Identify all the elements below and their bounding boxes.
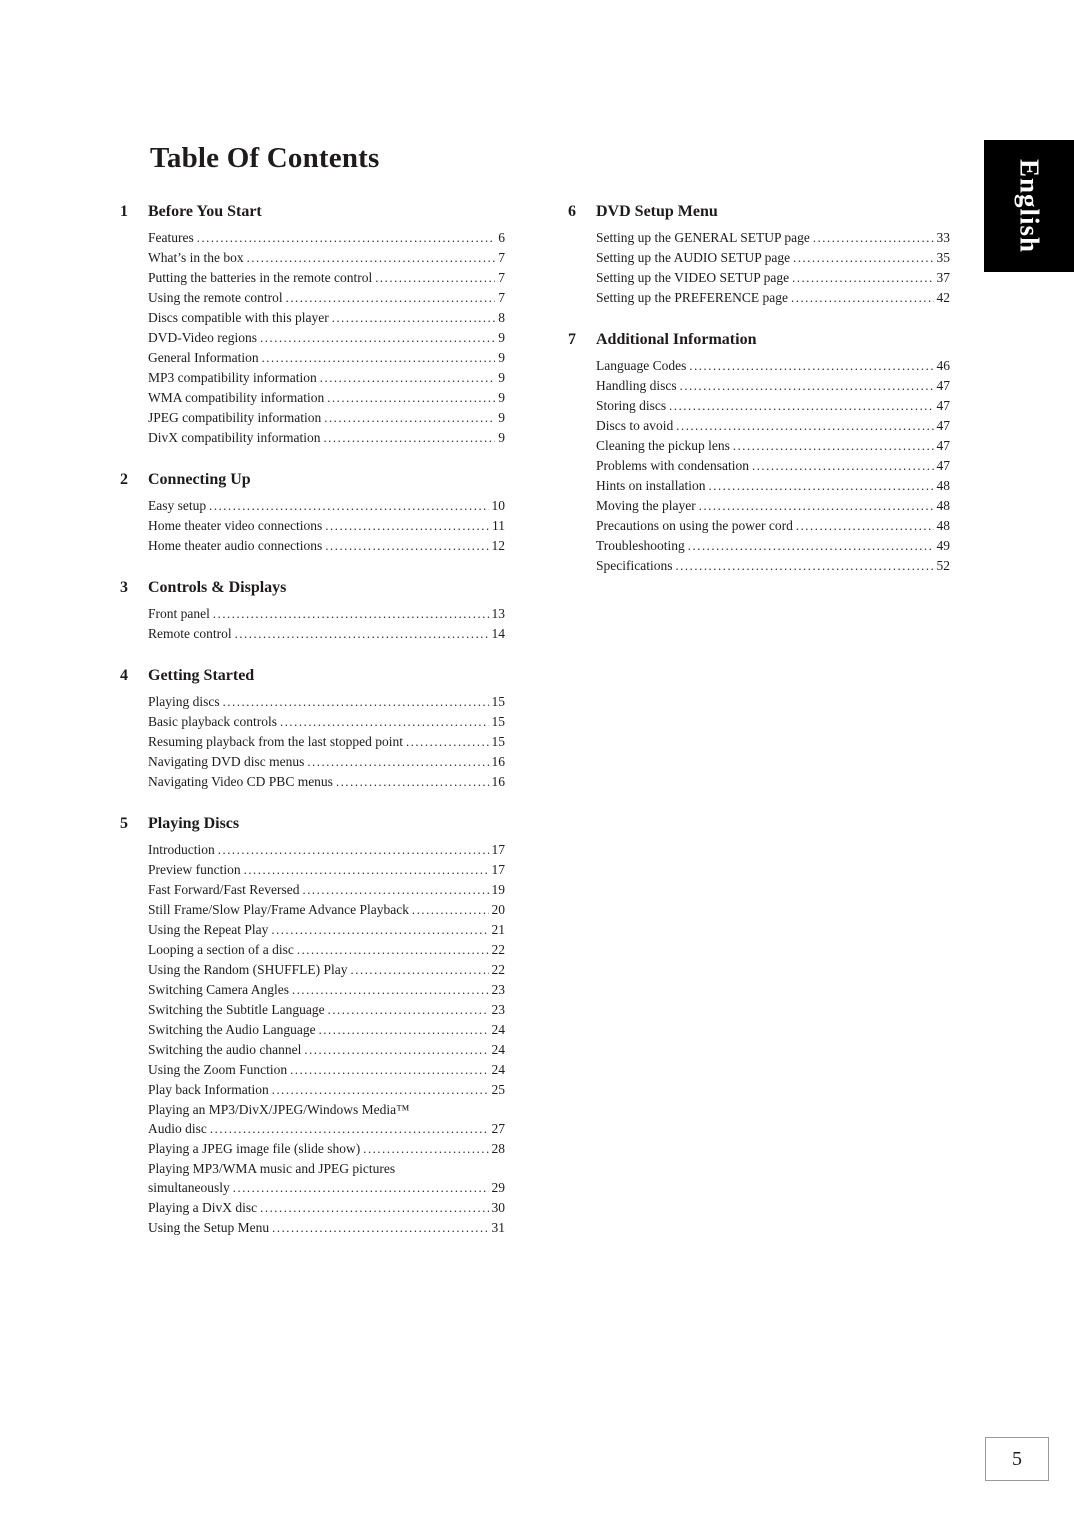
dot-leader — [709, 476, 934, 496]
toc-entry — [120, 388, 505, 408]
dot-leader — [351, 960, 489, 980]
entry-page-number: 17 — [491, 862, 505, 877]
entry-label: MP3 compatibility information — [148, 370, 317, 385]
toc-entry — [120, 604, 505, 624]
toc-entry — [120, 248, 505, 268]
entry-page-number: 42 — [936, 290, 950, 305]
section-heading — [120, 579, 505, 597]
entry-page-number: 47 — [936, 378, 950, 393]
entry-page-number: 47 — [936, 398, 950, 413]
dot-leader — [223, 692, 489, 712]
section-title: Before You Start — [148, 203, 262, 220]
dot-leader — [302, 880, 488, 900]
section-title: Connecting Up — [148, 471, 251, 488]
toc-entry — [568, 356, 950, 376]
entry-page-number: 16 — [491, 774, 505, 789]
dot-leader — [813, 228, 934, 248]
toc-entry — [120, 1000, 505, 1020]
toc-entry — [568, 376, 950, 396]
entry-page-number: 46 — [936, 358, 950, 373]
toc-entry — [120, 1060, 505, 1080]
section-title: DVD Setup Menu — [596, 203, 718, 220]
entry-label: Hints on installation — [596, 478, 706, 493]
toc-entry — [120, 268, 505, 288]
entry-label: Resuming playback from the last stopped point — [148, 734, 403, 749]
entry-label: Setting up the VIDEO SETUP page — [596, 270, 790, 285]
toc-entry — [568, 516, 950, 536]
toc-entry — [120, 1080, 505, 1100]
entry-page-number: 15 — [491, 694, 505, 709]
toc-entry — [120, 1159, 505, 1178]
section-heading — [120, 471, 505, 489]
entry-page-number: 48 — [936, 498, 950, 513]
toc-entry — [120, 368, 505, 388]
toc-entry — [120, 428, 505, 448]
entry-label: Play back Information — [148, 1082, 269, 1097]
entry-label: JPEG compatibility information — [148, 410, 322, 425]
dot-leader — [297, 940, 489, 960]
entry-page-number: 17 — [491, 842, 505, 857]
section-heading — [120, 667, 505, 685]
entry-label: Playing a DivX disc — [148, 1200, 258, 1215]
toc-section — [120, 815, 505, 1238]
dot-leader — [197, 228, 496, 248]
toc-entry — [120, 1020, 505, 1040]
toc-entry — [120, 1198, 505, 1218]
dot-leader — [752, 456, 934, 476]
dot-leader — [675, 556, 933, 576]
entry-page-number: 11 — [492, 518, 505, 533]
toc-entry — [120, 980, 505, 1000]
dot-leader — [680, 376, 934, 396]
entry-page-number: 21 — [491, 922, 505, 937]
dot-leader — [235, 624, 489, 644]
toc-entry — [568, 456, 950, 476]
entry-page-number: 7 — [498, 290, 505, 305]
dot-leader — [209, 496, 488, 516]
toc-entry — [568, 268, 950, 288]
entry-label: Looping a section of a disc — [148, 942, 294, 957]
entry-label: Putting the batteries in the remote control — [148, 270, 373, 285]
entry-label: Preview function — [148, 862, 241, 877]
entry-page-number: 14 — [491, 626, 505, 641]
entry-label: Playing discs — [148, 694, 220, 709]
dot-leader — [412, 900, 489, 920]
dot-leader — [290, 1060, 488, 1080]
section-number: 5 — [120, 815, 128, 832]
entry-label: Discs to avoid — [596, 418, 674, 433]
toc-section — [568, 331, 950, 576]
entry-page-number: 9 — [498, 390, 505, 405]
entry-page-number: 47 — [936, 418, 950, 433]
section-title: Additional Information — [596, 331, 757, 348]
section-title: Getting Started — [148, 667, 255, 684]
entry-page-number: 15 — [491, 734, 505, 749]
entry-label: Troubleshooting — [596, 538, 685, 553]
dot-leader — [210, 1119, 489, 1139]
entry-label: Switching the audio channel — [148, 1042, 302, 1057]
entry-label: Using the Random (SHUFFLE) Play — [148, 962, 348, 977]
entry-label: WMA compatibility information — [148, 390, 325, 405]
section-heading — [568, 203, 950, 221]
toc-entry — [568, 288, 950, 308]
toc-column-right — [568, 203, 950, 599]
entry-page-number: 52 — [936, 558, 950, 573]
entry-label: Setting up the AUDIO SETUP page — [596, 250, 791, 265]
dot-leader — [327, 388, 495, 408]
toc-entry — [568, 248, 950, 268]
page-number-box — [985, 1437, 1049, 1481]
toc-entry — [568, 228, 950, 248]
dot-leader — [325, 536, 488, 556]
toc-entry — [120, 624, 505, 644]
toc-entry — [120, 840, 505, 860]
section-heading — [120, 815, 505, 833]
entry-label: Using the Setup Menu — [148, 1220, 270, 1235]
toc-entry — [120, 732, 505, 752]
dot-leader — [406, 732, 489, 752]
entry-page-number: 10 — [491, 498, 505, 513]
entry-page-number: 9 — [498, 410, 505, 425]
dot-leader — [218, 840, 489, 860]
toc-entry — [120, 516, 505, 536]
dot-leader — [328, 1000, 489, 1020]
section-number: 6 — [568, 203, 576, 220]
entry-page-number: 22 — [491, 962, 505, 977]
entry-label: Using the Zoom Function — [148, 1062, 288, 1077]
entry-label: Front panel — [148, 606, 210, 621]
entry-label: Playing a JPEG image file (slide show) — [148, 1141, 361, 1156]
entry-label: Setting up the PREFERENCE page — [596, 290, 788, 305]
dot-leader — [271, 920, 488, 940]
entry-label: Navigating DVD disc menus — [148, 754, 305, 769]
dot-leader — [791, 288, 934, 308]
dot-leader — [792, 268, 933, 288]
toc-entry — [120, 1139, 505, 1159]
toc-entry — [120, 1119, 505, 1139]
entry-page-number: 29 — [491, 1180, 505, 1195]
toc-entry — [568, 396, 950, 416]
toc-entry — [120, 1178, 505, 1198]
dot-leader — [688, 536, 934, 556]
entry-label: Still Frame/Slow Play/Frame Advance Playback — [148, 902, 409, 917]
entry-page-number: 9 — [498, 350, 505, 365]
dot-leader — [796, 516, 934, 536]
page-title: Table Of Contents — [150, 142, 380, 174]
entry-label: Problems with condensation — [596, 458, 749, 473]
dot-leader — [272, 1218, 488, 1238]
toc-entry — [120, 308, 505, 328]
toc-entry — [120, 860, 505, 880]
page-number: 5 — [1012, 1447, 1022, 1470]
entry-page-number: 13 — [491, 606, 505, 621]
toc-entry — [568, 556, 950, 576]
toc-entry — [568, 436, 950, 456]
entry-label: DivX compatibility information — [148, 430, 321, 445]
entry-page-number: 35 — [936, 250, 950, 265]
toc-entry — [120, 960, 505, 980]
entry-label: Storing discs — [596, 398, 667, 413]
toc-entry — [120, 1040, 505, 1060]
dot-leader — [319, 1020, 489, 1040]
dot-leader — [280, 712, 489, 732]
dot-leader — [247, 248, 496, 268]
toc-columns — [120, 203, 950, 1261]
toc-entry — [120, 408, 505, 428]
entry-label: DVD-Video regions — [148, 330, 258, 345]
toc-section — [120, 471, 505, 556]
toc-entry — [120, 920, 505, 940]
section-heading — [120, 203, 505, 221]
dot-leader — [375, 268, 495, 288]
dot-leader — [699, 496, 934, 516]
entry-page-number: 25 — [491, 1082, 505, 1097]
dot-leader — [363, 1139, 488, 1159]
toc-entry — [120, 900, 505, 920]
dot-leader — [260, 328, 495, 348]
entry-page-number: 9 — [498, 430, 505, 445]
entry-page-number: 6 — [498, 230, 505, 245]
section-number: 7 — [568, 331, 576, 348]
entry-page-number: 16 — [491, 754, 505, 769]
toc-section — [120, 579, 505, 644]
entry-label: What’s in the box — [148, 250, 244, 265]
entry-label: Language Codes — [596, 358, 687, 373]
section-number: 2 — [120, 471, 128, 488]
entry-label: Home theater video connections — [148, 518, 323, 533]
entry-page-number: 24 — [491, 1062, 505, 1077]
entry-page-number: 33 — [936, 230, 950, 245]
dot-leader — [320, 368, 496, 388]
entry-label: Switching Camera Angles — [148, 982, 289, 997]
entry-label: Playing an MP3/DivX/JPEG/Windows Media™ — [148, 1102, 410, 1117]
dot-leader — [332, 308, 496, 328]
dot-leader — [233, 1178, 489, 1198]
entry-page-number: 30 — [491, 1200, 505, 1215]
entry-label: Moving the player — [596, 498, 696, 513]
toc-entry — [120, 692, 505, 712]
entry-label: Remote control — [148, 626, 232, 641]
toc-column-left — [120, 203, 505, 1261]
entry-label: Fast Forward/Fast Reversed — [148, 882, 300, 897]
toc-entry — [120, 1218, 505, 1238]
dot-leader — [244, 860, 489, 880]
entry-page-number: 24 — [491, 1042, 505, 1057]
entry-label: Audio disc — [148, 1121, 207, 1136]
toc-entry — [120, 712, 505, 732]
toc-entry — [568, 496, 950, 516]
toc-entry — [120, 940, 505, 960]
toc-entry — [568, 476, 950, 496]
toc-entry — [120, 536, 505, 556]
entry-page-number: 12 — [491, 538, 505, 553]
entry-page-number: 23 — [491, 982, 505, 997]
dot-leader — [793, 248, 933, 268]
entry-page-number: 20 — [491, 902, 505, 917]
entry-page-number: 15 — [491, 714, 505, 729]
toc-entry — [568, 536, 950, 556]
toc-entry — [120, 288, 505, 308]
toc-section — [120, 203, 505, 448]
section-number: 4 — [120, 667, 128, 684]
entry-page-number: 8 — [498, 310, 505, 325]
entry-page-number: 9 — [498, 370, 505, 385]
entry-page-number: 47 — [936, 458, 950, 473]
section-heading — [568, 331, 950, 349]
section-number: 1 — [120, 203, 128, 220]
dot-leader — [304, 1040, 488, 1060]
entry-label: Discs compatible with this player — [148, 310, 329, 325]
section-title: Controls & Displays — [148, 579, 287, 596]
entry-page-number: 7 — [498, 270, 505, 285]
dot-leader — [292, 980, 489, 1000]
entry-label: Precautions on using the power cord — [596, 518, 793, 533]
entry-page-number: 9 — [498, 330, 505, 345]
toc-section — [568, 203, 950, 308]
entry-page-number: 48 — [936, 518, 950, 533]
toc-entry — [568, 416, 950, 436]
entry-label: Using the remote control — [148, 290, 283, 305]
toc-entry — [120, 496, 505, 516]
entry-label: Introduction — [148, 842, 215, 857]
toc-entry — [120, 772, 505, 792]
toc-entry — [120, 1100, 505, 1119]
toc-entry — [120, 348, 505, 368]
entry-page-number: 23 — [491, 1002, 505, 1017]
entry-label: Basic playback controls — [148, 714, 277, 729]
entry-page-number: 47 — [936, 438, 950, 453]
section-title: Playing Discs — [148, 815, 240, 832]
entry-label: Playing MP3/WMA music and JPEG pictures — [148, 1161, 396, 1176]
entry-label: Home theater audio connections — [148, 538, 323, 553]
entry-label: Switching the Audio Language — [148, 1022, 316, 1037]
dot-leader — [676, 416, 933, 436]
dot-leader — [307, 752, 488, 772]
entry-page-number: 49 — [936, 538, 950, 553]
dot-leader — [336, 772, 489, 792]
dot-leader — [213, 604, 489, 624]
entry-label: Features — [148, 230, 194, 245]
entry-page-number: 28 — [491, 1141, 505, 1156]
entry-label: Specifications — [596, 558, 673, 573]
language-tab-label: English — [1014, 158, 1045, 254]
section-number: 3 — [120, 579, 128, 596]
entry-label: Cleaning the pickup lens — [596, 438, 730, 453]
entry-page-number: 27 — [491, 1121, 505, 1136]
dot-leader — [325, 516, 489, 536]
toc-section — [120, 667, 505, 792]
toc-entry — [120, 328, 505, 348]
dot-leader — [286, 288, 496, 308]
entry-label: Navigating Video CD PBC menus — [148, 774, 333, 789]
dot-leader — [669, 396, 933, 416]
dot-leader — [323, 428, 495, 448]
entry-label: Easy setup — [148, 498, 207, 513]
dot-leader — [262, 348, 496, 368]
entry-page-number: 7 — [498, 250, 505, 265]
toc-entry — [120, 880, 505, 900]
dot-leader — [272, 1080, 489, 1100]
entry-label: Setting up the GENERAL SETUP page — [596, 230, 810, 245]
entry-label: Handling discs — [596, 378, 677, 393]
dot-leader — [260, 1198, 488, 1218]
entry-page-number: 31 — [491, 1220, 505, 1235]
language-tab — [984, 140, 1074, 272]
entry-page-number: 48 — [936, 478, 950, 493]
dot-leader — [733, 436, 934, 456]
dot-leader — [324, 408, 495, 428]
entry-label: General Information — [148, 350, 259, 365]
entry-page-number: 22 — [491, 942, 505, 957]
entry-page-number: 37 — [936, 270, 950, 285]
entry-label: Switching the Subtitle Language — [148, 1002, 325, 1017]
entry-label: Using the Repeat Play — [148, 922, 269, 937]
dot-leader — [689, 356, 933, 376]
toc-entry — [120, 228, 505, 248]
entry-page-number: 19 — [491, 882, 505, 897]
toc-entry — [120, 752, 505, 772]
entry-label: simultaneously — [148, 1180, 230, 1195]
entry-page-number: 24 — [491, 1022, 505, 1037]
